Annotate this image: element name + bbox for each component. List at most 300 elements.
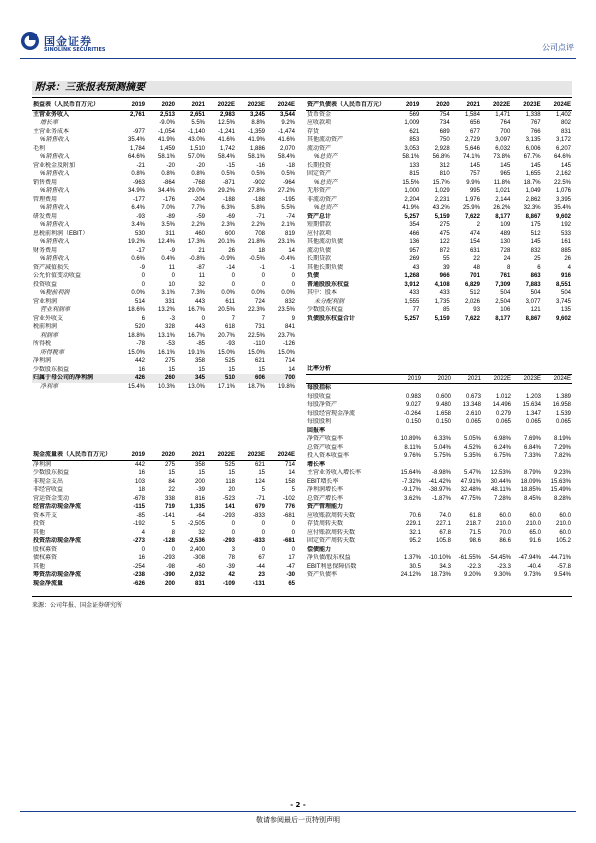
value-cell: 41.6%	[277, 137, 295, 143]
value-cell: -38.97%	[428, 487, 451, 493]
value-cell: 525	[224, 461, 235, 468]
value-cell: -293	[162, 555, 175, 561]
value-cell: 13.2%	[157, 307, 175, 313]
year-header: 2022E	[482, 374, 512, 384]
row-label: 应收款项	[307, 120, 332, 126]
empty-cell	[392, 461, 422, 470]
value-cell: 1.37%	[403, 555, 421, 561]
value-cell: 58.1%	[157, 154, 175, 160]
value-cell: 6	[537, 264, 541, 271]
row-label: 利润率	[40, 332, 59, 339]
value-cell: 22.5%	[247, 332, 265, 339]
table-row	[306, 571, 572, 580]
value-cell: 831	[194, 580, 205, 587]
row-label: 投资收益	[33, 281, 58, 288]
row-label: 营业外收支	[33, 315, 64, 322]
value-cell: 512	[530, 230, 541, 237]
value-cell: -9.17%	[401, 487, 421, 493]
table-row	[306, 213, 572, 222]
value-cell: 19.8%	[277, 383, 295, 390]
value-cell: 2,070	[279, 145, 295, 152]
value-cell: 3,395	[555, 196, 571, 203]
empty-cell	[422, 461, 452, 470]
value-cell: -15	[226, 162, 235, 169]
value-cell: 3,097	[495, 137, 511, 143]
row-label: 无形资产	[307, 188, 332, 194]
row-label: 应付款项	[307, 230, 332, 237]
value-cell: 1,049	[525, 188, 541, 194]
value-cell: 18	[138, 487, 145, 493]
value-cell: 106	[500, 307, 511, 313]
table-row	[32, 289, 296, 298]
year-header: 2020	[422, 374, 452, 384]
value-cell: 130	[500, 239, 511, 245]
value-cell: 0	[261, 281, 265, 288]
value-cell: 3,544	[279, 111, 295, 118]
value-cell: 631	[469, 247, 480, 254]
value-cell: 6.33%	[433, 436, 451, 442]
value-cell: 17.1%	[217, 383, 235, 390]
value-cell: 9.20%	[463, 572, 481, 578]
table-row	[32, 170, 296, 179]
value-cell: 13.348	[462, 402, 481, 408]
table-row	[306, 247, 572, 256]
appendix-title: 附录：三张报表预测摘要	[32, 81, 572, 95]
table-row	[306, 401, 572, 410]
value-cell: 8.19%	[553, 436, 571, 442]
table-row	[306, 298, 572, 307]
table-row	[306, 503, 572, 512]
table-row	[306, 435, 572, 444]
section-label: 每股指标	[307, 385, 332, 391]
row-label: 营业税金及附加	[33, 162, 76, 169]
table-row	[32, 554, 296, 563]
row-label: 营业利润率	[40, 307, 71, 313]
value-cell: 3.62%	[403, 495, 421, 502]
value-cell: 145	[530, 239, 541, 245]
value-cell: 15	[168, 366, 175, 373]
value-cell: 331	[164, 298, 175, 305]
value-cell: -1	[289, 264, 295, 271]
value-cell: 29.2%	[217, 188, 235, 194]
table-row	[306, 281, 572, 290]
table-row	[306, 136, 572, 145]
value-cell: 4	[141, 529, 145, 536]
value-cell: 2.2%	[191, 222, 205, 228]
value-cell: 621	[254, 358, 265, 364]
value-cell: -69	[226, 213, 235, 220]
value-cell: 22	[473, 256, 480, 262]
value-cell: 466	[409, 230, 420, 237]
value-cell: -17	[136, 247, 145, 254]
table-row	[306, 315, 572, 324]
empty-cell	[392, 546, 422, 555]
empty-cell	[542, 461, 572, 470]
value-cell: 426	[116, 374, 146, 383]
value-cell: 916	[560, 273, 571, 279]
value-cell: 965	[500, 171, 511, 177]
value-cell: 6,032	[495, 145, 511, 152]
value-cell: 757	[469, 171, 480, 177]
empty-cell	[452, 384, 482, 393]
table-row	[306, 221, 572, 230]
value-cell: 145	[500, 162, 511, 169]
empty-cell	[482, 503, 512, 512]
value-cell: 136	[409, 239, 420, 245]
value-cell: -74	[286, 213, 295, 220]
empty-cell	[392, 384, 422, 393]
row-label: 负债股东权益合计	[307, 315, 356, 322]
value-cell: 0	[261, 529, 265, 536]
table-row	[32, 332, 296, 341]
value-cell: 0.150	[405, 419, 421, 425]
row-label: 投资活动现金净流	[33, 538, 82, 544]
row-label: 每股净资产	[307, 402, 338, 408]
section-label: 偿债能力	[307, 546, 332, 553]
row-label: 每股收益	[307, 393, 332, 400]
value-cell: 816	[194, 495, 205, 502]
value-cell: 200	[194, 478, 205, 485]
section-label: 资产管理能力	[307, 504, 344, 510]
value-cell: 2.2%	[251, 222, 265, 228]
empty-cell	[392, 503, 422, 512]
value-cell: 433	[409, 290, 420, 296]
value-cell: -20	[196, 162, 205, 169]
value-cell: 802	[560, 120, 571, 126]
value-cell: 2,504	[495, 298, 511, 305]
row-label: 流动负债	[307, 247, 332, 254]
value-cell: 2,231	[434, 196, 450, 203]
value-cell: -681	[282, 512, 295, 519]
value-cell: 17	[288, 555, 295, 561]
value-cell: 67.7%	[523, 154, 541, 160]
empty-cell	[482, 427, 512, 436]
value-cell: 442	[134, 461, 145, 468]
value-cell: 358	[194, 461, 205, 468]
value-cell: 345	[176, 374, 206, 383]
table-row	[306, 162, 572, 171]
value-cell: 15.7%	[432, 179, 450, 186]
value-cell: -23.3	[497, 563, 511, 570]
value-cell: 6.3%	[221, 205, 235, 211]
value-cell: 5,159	[434, 213, 450, 220]
table-row	[32, 145, 296, 154]
row-label: 净资产收益率	[307, 436, 344, 442]
year-header: 2019	[116, 101, 146, 110]
value-cell: 3,912	[404, 281, 420, 288]
value-cell: 60.0	[499, 512, 511, 519]
value-cell: 41.9%	[247, 137, 265, 143]
row-label: 投资	[33, 521, 46, 527]
table-row	[32, 571, 296, 580]
row-label: 非现金支出	[33, 478, 64, 485]
value-cell: -1.87%	[431, 495, 451, 502]
value-cell: 504	[560, 290, 571, 296]
value-cell: 2,144	[495, 196, 511, 203]
value-cell: -9	[169, 247, 175, 254]
empty-cell	[542, 503, 572, 512]
value-cell: -0.5%	[249, 256, 265, 262]
table-row	[306, 110, 572, 119]
section-label: 增长率	[307, 461, 326, 468]
value-cell: 15	[198, 470, 205, 476]
value-cell: 460	[194, 230, 205, 237]
value-cell: 767	[530, 120, 541, 126]
year-header: 2023E	[512, 374, 542, 384]
value-cell: 61.8	[469, 512, 481, 519]
value-cell: 3.5%	[161, 222, 175, 228]
value-cell: 2,032	[189, 572, 205, 578]
table-row	[32, 495, 296, 504]
value-cell: 621	[254, 461, 265, 468]
value-cell: 15.0%	[217, 349, 235, 356]
value-cell: 161	[560, 239, 571, 245]
value-cell: 18.7%	[247, 383, 265, 390]
value-cell: -293	[222, 538, 235, 544]
value-cell: 24	[503, 256, 511, 262]
value-cell: 2,162	[555, 171, 571, 177]
value-cell: 0	[261, 273, 265, 279]
row-label: 少数股东损益	[33, 366, 70, 373]
row-label: 研发费用	[33, 213, 58, 220]
value-cell: 23	[258, 572, 265, 578]
value-cell: -44	[256, 563, 265, 570]
value-cell: 122	[439, 239, 450, 245]
row-label: 其他	[33, 563, 46, 570]
value-cell: 8,867	[525, 213, 541, 220]
value-cell: 12.5%	[217, 120, 235, 126]
value-cell: 9.23%	[553, 470, 571, 476]
empty-cell	[422, 384, 452, 393]
value-cell: 2,204	[404, 196, 420, 203]
value-cell: 5	[171, 521, 175, 527]
table-row	[32, 469, 296, 478]
table-row	[306, 289, 572, 298]
value-cell: 77	[412, 307, 420, 313]
value-cell: 74.0	[439, 512, 451, 519]
value-cell: 0.065	[525, 419, 541, 425]
row-label: 股权募资	[33, 546, 58, 553]
value-cell: -115	[133, 504, 145, 510]
row-label: 总资产收益率	[307, 444, 344, 451]
value-cell: 5.5%	[281, 205, 295, 211]
value-cell: 8.45%	[523, 495, 541, 502]
value-cell: -1,140	[187, 128, 205, 135]
row-label: %总资产	[314, 179, 338, 186]
table-row	[306, 238, 572, 247]
value-cell: -20	[166, 162, 175, 169]
value-cell: -963	[132, 179, 145, 186]
value-cell: 5.5%	[191, 120, 205, 126]
table-row	[32, 580, 296, 589]
value-cell: 70.0	[499, 529, 511, 536]
company-logo-icon	[20, 31, 40, 51]
value-cell: -44.71%	[548, 555, 571, 561]
value-cell: 443	[194, 298, 205, 305]
value-cell: -0.4%	[279, 256, 295, 262]
value-cell: 872	[439, 247, 450, 254]
value-cell: 15	[198, 366, 205, 373]
value-cell: 5,159	[434, 315, 450, 322]
row-label: 非流动资产	[307, 196, 338, 203]
value-cell: 708	[254, 230, 265, 237]
row-label: 净利润	[33, 358, 52, 364]
value-cell: 714	[284, 461, 295, 468]
value-cell: 0	[291, 521, 295, 527]
table-row	[32, 179, 296, 188]
value-cell: 966	[439, 273, 450, 279]
value-cell: 8	[171, 529, 175, 536]
value-cell: 1,886	[249, 145, 265, 152]
value-cell: 5	[261, 487, 265, 493]
value-cell: -9.0%	[159, 120, 175, 126]
value-cell: 832	[530, 247, 541, 254]
value-cell: 41.9%	[157, 137, 175, 143]
value-cell: 16	[138, 470, 145, 476]
value-cell: 65	[288, 580, 295, 587]
value-cell: 9.54%	[553, 572, 571, 578]
value-cell: 27.8%	[247, 188, 265, 194]
value-cell: 8,551	[555, 281, 571, 288]
value-cell: 15	[258, 366, 265, 373]
section-label: 回报率	[307, 427, 326, 434]
value-cell: 2,729	[464, 137, 480, 143]
value-cell: 504	[530, 290, 541, 296]
value-cell: 118	[225, 478, 235, 485]
value-cell: 11.8%	[493, 179, 511, 186]
value-cell: -188	[252, 196, 265, 203]
value-cell: 677	[469, 128, 480, 135]
value-cell: 8.8%	[251, 120, 265, 126]
value-cell: 91.6	[529, 538, 541, 544]
value-cell: 9,602	[555, 315, 571, 322]
value-cell: 1,584	[464, 111, 480, 118]
row-label: 负债	[307, 273, 320, 279]
value-cell: 14	[288, 470, 295, 476]
value-cell: 175	[530, 222, 541, 228]
value-cell: 1,009	[404, 120, 420, 126]
table-row	[32, 255, 296, 264]
value-cell: 18.8%	[127, 332, 145, 339]
value-cell: 58.1%	[247, 154, 265, 160]
value-cell: -93	[226, 341, 235, 347]
value-cell: 135	[560, 307, 571, 313]
value-cell: 105.8	[435, 538, 451, 544]
row-label: 应付账款周转天数	[307, 529, 356, 536]
value-cell: 0	[261, 521, 265, 527]
value-cell: 0	[291, 546, 295, 553]
value-cell: -87	[196, 264, 205, 271]
value-cell: 0.8%	[191, 171, 205, 177]
value-cell: 0	[141, 273, 145, 279]
value-cell: 1.347	[525, 410, 541, 417]
value-cell: 3,135	[525, 137, 541, 143]
table-row	[306, 512, 572, 521]
value-cell: 64.6%	[127, 154, 145, 160]
appendix-divider	[32, 97, 572, 98]
value-cell: 2,928	[434, 145, 450, 152]
value-cell: 0.065	[465, 419, 481, 425]
value-cell: 23.1%	[277, 239, 295, 245]
row-label: 应收账款周转天数	[307, 512, 356, 519]
value-cell: -39	[226, 563, 235, 570]
value-cell: 13.0%	[187, 383, 205, 390]
value-cell: 1,784	[129, 145, 145, 152]
value-cell: 3.4%	[131, 222, 145, 228]
value-cell: 18.85%	[520, 487, 541, 493]
table-row	[306, 418, 572, 427]
table-row	[306, 486, 572, 495]
value-cell: 700	[500, 128, 511, 135]
table-row	[32, 340, 296, 349]
value-cell: 311	[165, 230, 175, 237]
value-cell: 65.0	[529, 529, 541, 536]
value-cell: 0	[171, 273, 175, 279]
value-cell: 618	[224, 324, 235, 330]
value-cell: 47.75%	[460, 495, 481, 502]
value-cell: 7.69%	[523, 436, 541, 442]
balance-sheet-table	[306, 101, 572, 323]
value-cell: 6	[141, 315, 145, 322]
value-cell: 1,268	[404, 273, 420, 279]
value-cell: 750	[439, 137, 450, 143]
row-label: 增长率	[40, 120, 59, 126]
value-cell: 10	[168, 281, 175, 288]
table-row	[32, 374, 296, 383]
value-cell: 8,177	[495, 315, 511, 322]
value-cell: 621	[409, 128, 420, 135]
row-label: %销售收入	[40, 239, 70, 245]
year-header: 2022E	[206, 451, 236, 460]
value-cell: 145	[560, 162, 571, 169]
year-header: 2019	[390, 101, 420, 110]
table-row	[306, 427, 572, 436]
year-header: 2021	[176, 451, 206, 460]
value-cell: 58.4%	[217, 154, 235, 160]
value-cell: -21	[136, 162, 145, 169]
value-cell: 210.0	[555, 521, 571, 527]
value-cell: 20.1%	[217, 239, 235, 245]
row-label: 其他	[33, 529, 46, 536]
value-cell: 103	[134, 478, 145, 485]
value-cell: 19.1%	[187, 349, 205, 356]
value-cell: 229.1	[405, 521, 421, 527]
value-cell: 15.49%	[550, 487, 571, 493]
value-cell: -98	[166, 563, 175, 570]
value-cell: 0.8%	[161, 171, 175, 177]
table-title: 损益表（人民币百万元）	[32, 101, 116, 110]
value-cell: -54.45%	[488, 555, 511, 561]
value-cell: -1,359	[247, 128, 265, 135]
value-cell: 15.0%	[127, 349, 145, 356]
value-cell: 474	[469, 230, 480, 237]
value-cell: 6.24%	[493, 444, 511, 451]
value-cell: 84	[168, 478, 175, 485]
row-label: 每股股利	[307, 419, 332, 425]
value-cell: 1,735	[434, 298, 450, 305]
year-header: 2019	[116, 451, 146, 460]
value-cell: -2,505	[187, 521, 205, 527]
value-cell: 39	[442, 264, 450, 271]
value-cell: 7.29%	[553, 444, 571, 451]
value-cell: 15.0%	[277, 349, 295, 356]
value-cell: -60	[196, 563, 205, 570]
row-label: 管理费用	[33, 196, 58, 203]
value-cell: -177	[132, 196, 145, 203]
year-header: 2022E	[481, 101, 511, 110]
table-row	[32, 136, 296, 145]
value-cell: 93	[473, 307, 480, 313]
